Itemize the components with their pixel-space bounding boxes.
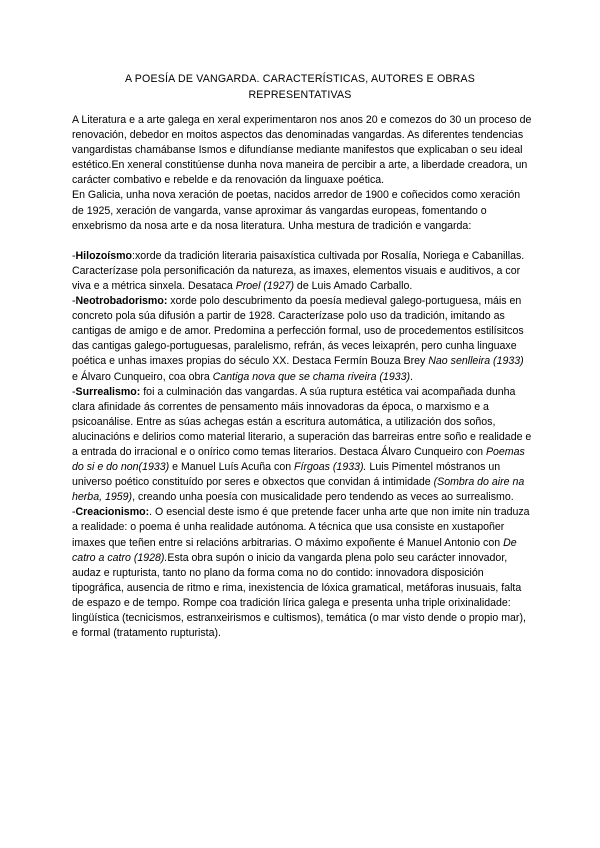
paragraph-spacer: [72, 234, 532, 249]
work-title: Nao senlleira (1933): [428, 355, 524, 368]
document-body: [72, 113, 532, 641]
section-surrealismo: [72, 385, 532, 506]
section-prefix: -: [72, 295, 76, 308]
work-title: Cantiga nova que se chama riveira (1933): [212, 370, 411, 383]
section-creacionismo: [72, 505, 532, 641]
section-text: Luis Pimentel móstranos un universo poético constituído por seres e obxectos que convidan á intimidade: [72, 461, 501, 489]
work-title: (Sombra do aire na herba, 1959): [72, 476, 525, 504]
document-title: A POESÍA DE VANGARDA. CARACTERÍSTICAS, AUTORES E OBRAS REPRESENTATIVAS: [124, 73, 476, 101]
section-text: Esta obra supón o inicio da vangarda plena polo seu carácter innovador, audaz e rupturista, tanto no plano da forma coma no do contido: innovadora disposición tipográfica, ausencia de ritmo e rima, inexistencia de lóxica gramatical, metáforas inusuais, falta de espazo e de tempo. Rompe coa tradición lírica galega e presenta unha triple orixinalidade: lingüística (tecnicismos, estranxeirismos e cultismos), temática (o mar visto dende o propio mar), e formal (tratamento rupturista).: [72, 551, 526, 640]
section-text: :xorde da tradición literaria paisaxística cultivada por Rosalía, Noriega e Cabanillas. Caracterízase pola personificación da natureza, as imaxes, elementos visuais e auditivos, a cor viva e a métrica sinxela. Desataca: [72, 249, 525, 292]
section-prefix: -: [72, 385, 76, 398]
section-prefix: -: [72, 249, 76, 262]
section-text: e Álvaro Cunqueiro, coa obra: [72, 370, 213, 383]
section-term-creacionismo: Creacionismo:: [75, 506, 150, 519]
work-title: Poemas do si e do non(1933): [72, 445, 525, 474]
work-title: Fírgoas (1933).: [294, 461, 367, 474]
section-text: xorde polo descubrimento da poesía medieval galego-portuguesa, máis en concreto pola súa difusión a partir de 1928. Caracterízase polo uso da tradición, imitando as cantigas de amigo e de amor. Predomina a perfección formal, uso de procedementos estilísitcos das cantigas galego-portuguesas, paralelismo, refrán, ás veces leixaprén, pero cunha linguaxe poética e unhas imaxes propias do século XX. Destaca Fermín Bouza Brey: [72, 295, 524, 368]
section-term-surrealismo: Surrealismo:: [75, 385, 141, 398]
section-term-neotrobadorismo: Neotrobadorismo:: [75, 295, 168, 308]
section-text: foi a culminación das vangardas. A súa ruptura estética vai acompañada dunha clara afinidade ás correntes de pensamento máis innovadoras da época, o marxismo e a psicoanálise. Entre as súas achegas están a escritura automática, a utilización dos soños, alucinacións e delirios como material literario, a superación das barreiras entre soño e realidade e a entrada do irracional e o onírico como temas literarios. Destaca Álvaro Cunqueiro con: [72, 385, 532, 458]
section-text: . O esencial deste ismo é que pretende facer unha arte que non imite nin traduza a realidade: o poema é unha realidade autónoma. A técnica que usa consiste en xustapoñer imaxes que teñen entre si relacións arbitrarias. O máximo expoñente é Manuel Antonio con: [72, 506, 530, 549]
section-text: de Luis Amado Carballo.: [293, 279, 413, 292]
work-title: Proel (1927): [235, 279, 294, 292]
section-term-hilozoismo: Hilozoísmo: [75, 249, 133, 262]
section-neotrobadorismo: [72, 294, 532, 385]
intro-paragraph-2: En Galicia, unha nova xeración de poetas, nacidos arredor de 1900 e coñecidos como xeración de 1925, xeración de vangarda, vanse aproximar ás vangardas europeas, fomentando o enxebrismo da nosa arte e da nosa literatura. Unha mestura de tradición e vangarda:: [72, 189, 521, 232]
section-prefix: -: [72, 506, 76, 519]
section-text: , creando unha poesía con musicalidade pero tendendo as veces ao surrealismo.: [132, 491, 514, 504]
section-text: .: [410, 370, 413, 383]
section-hilozoismo: [72, 249, 532, 294]
section-text: e Manuel Luís Acuña con: [169, 461, 295, 474]
intro-paragraph-1: A Literatura e a arte galega en xeral experimentaron nos anos 20 e comezos do 30 un proceso de renovación, debedor en moitos aspectos das denominadas vangardas. As diferentes tendencias vangardistas chamábanse Ismos e difundíanse mediante manifestos que explicaban o seu ideal estético.En xeneral constitúense dunha nova maneira de percibir a arte, a liberdade creadora, un carácter combativo e rebelde e da renovación da linguaxe poética.: [72, 114, 532, 187]
work-title: De catro a catro (1928).: [72, 536, 517, 564]
